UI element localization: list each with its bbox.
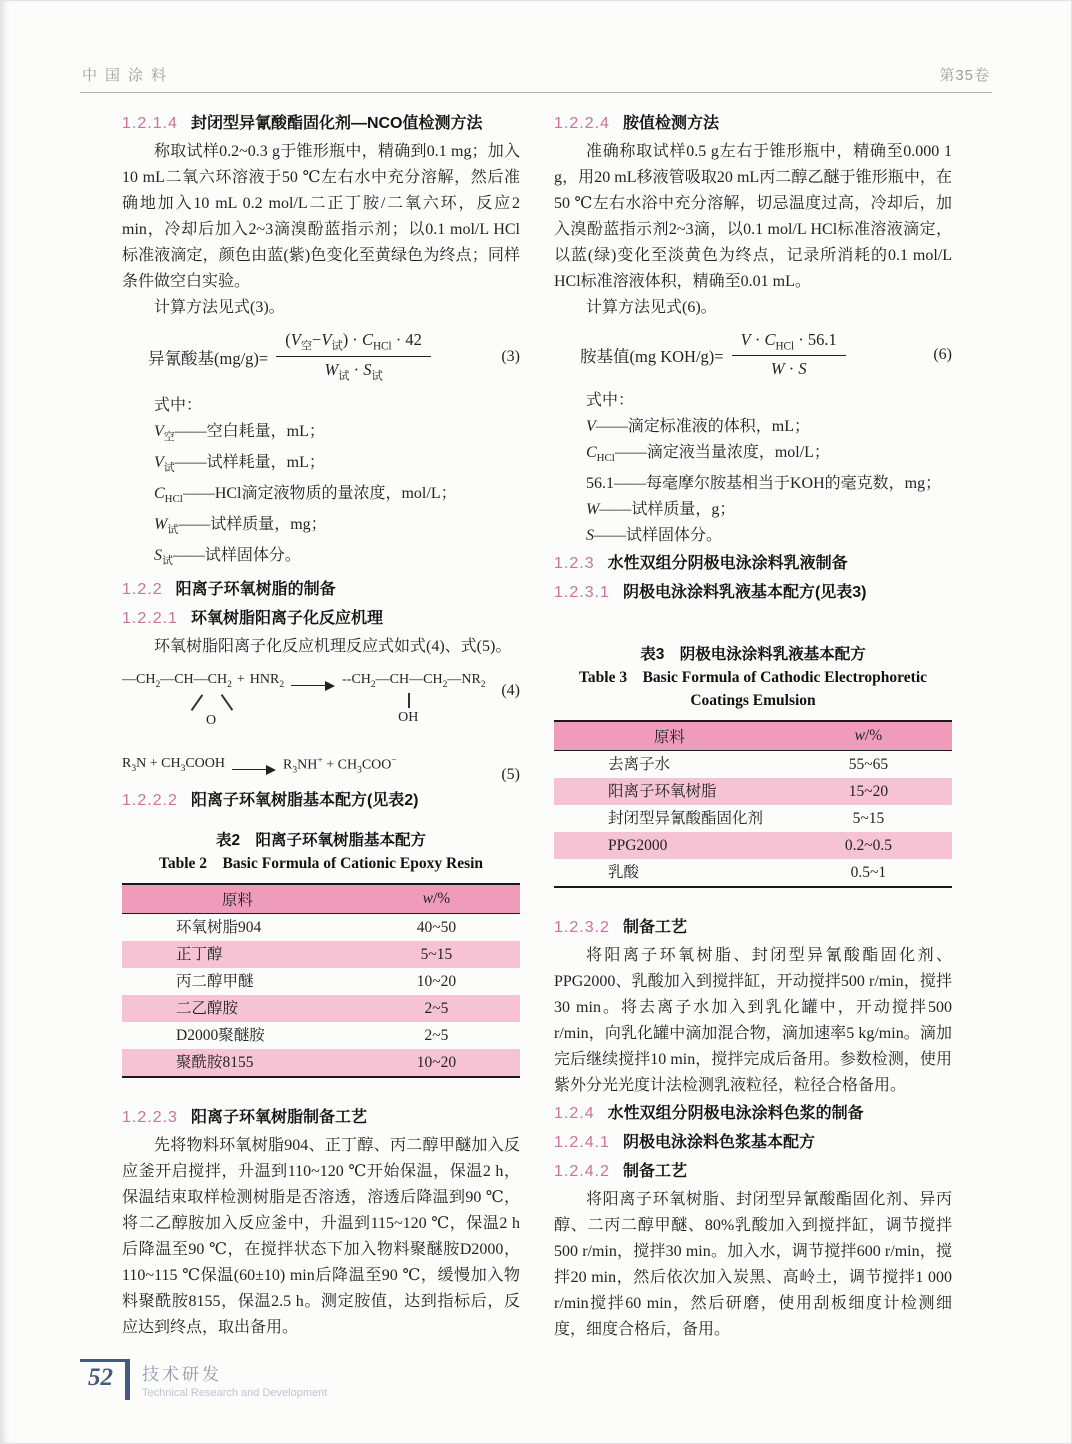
bond-line (191, 694, 203, 710)
section-heading-1224 (554, 110, 952, 138)
table-caption-cn: 表3 阴极电泳涂料乳液基本配方 (640, 646, 866, 664)
symbol-definition: $C_{HCl}——HCl$滴定液物质的量浓度，mol/L； (154, 484, 457, 506)
section-title: 胺值检测方法 (622, 115, 719, 132)
section-title: 阳离子环氧树脂基本配方(见表2) (190, 791, 419, 809)
symbol-definition: $S_试——$试样固体分。 (154, 547, 301, 568)
table-2-caption (122, 829, 520, 875)
equation-number: (4) (501, 681, 520, 699)
equation-lhs: 胺基值(mg KOH/g)= (580, 346, 724, 366)
fraction-denominator: W · S (770, 359, 807, 379)
cell-material: 环氧树脂904 (176, 918, 262, 936)
column-title-cn: 技术研发 (142, 1365, 222, 1384)
equation-number: (3) (501, 347, 520, 365)
section-heading-123 (554, 550, 952, 578)
section-number: 1.2.3 (554, 555, 595, 573)
section-title: 水性双组分阴极电泳涂料乳液制备 (607, 555, 848, 573)
symbol-definition: S——试样固体分。 (586, 527, 723, 545)
cell-material: D2000聚醚胺 (176, 1026, 265, 1044)
table-row (554, 832, 952, 859)
section-number: 1.2.2.1 (122, 609, 178, 627)
equation-6 (554, 328, 952, 381)
section-number: 1.2.2.3 (122, 1108, 178, 1126)
fraction-numerator: $(V_空-V_试) \cdot C_{HCl} \cdot 42$ (276, 330, 431, 357)
column-header-material: 原料 (122, 884, 353, 914)
section-number: 1.2.1.4 (122, 115, 178, 132)
section-heading-1231 (554, 579, 952, 607)
cell-value: 10~20 (416, 972, 457, 990)
cell-material: 聚酰胺8155 (176, 1053, 254, 1071)
table-caption-cn: 表2 阳离子环氧树脂基本配方 (215, 831, 427, 849)
fraction (732, 330, 846, 379)
section-number: 1.2.3.2 (554, 919, 610, 937)
section-title: 阳离子环氧树脂制备工艺 (190, 1108, 367, 1126)
cell-value: 2~5 (424, 1026, 449, 1044)
fraction-denominator: $W_试 \cdot S_试$ (324, 360, 383, 383)
hydroxyl-group: OH (398, 709, 419, 725)
cell-material: 乳酸 (608, 864, 640, 882)
table-3-caption (554, 643, 952, 712)
section-number: 1.2.2 (122, 580, 163, 598)
equation-number: (6) (933, 345, 952, 363)
equation-lhs: 异氰酸基(mg/g)= (148, 348, 269, 368)
symbol-definition: $C_{HCl}——$滴定液当量浓度，mol/L； (586, 444, 830, 465)
table-header-row (554, 721, 952, 751)
symbol-definition: $V_空——$空白耗量，mL； (154, 422, 325, 443)
cell-material: 去离子水 (608, 756, 671, 774)
paragraph: 计算方法见式(6)。 (586, 299, 717, 316)
page-number: 52 (88, 1364, 113, 1391)
product-formula: $--CH_2—CH—CH_2—NR_2$ (342, 671, 486, 690)
reaction-arrow-icon (291, 672, 335, 691)
table-3 (554, 720, 952, 888)
section-title: 环氧树脂阳离子化反应机理 (190, 609, 383, 627)
equation-3 (122, 328, 520, 386)
symbol-definition: W——试样质量，g； (586, 501, 736, 519)
section-heading-1242 (554, 1158, 952, 1186)
right-column (554, 109, 952, 1343)
reactant-formula: $—CH_2—CH—CH_2$ (122, 671, 232, 690)
section-title: 阳离子环氧树脂的制备 (175, 580, 336, 598)
chemical-equation-4 (122, 672, 520, 752)
fraction-numerator: $V \cdot C_{HCl} \cdot 56.1$ (732, 330, 846, 356)
epoxide-structure (122, 671, 232, 728)
symbol-definition: V——滴定标准液的体积，mL； (586, 418, 811, 436)
column-header-material: 原料 (554, 721, 785, 751)
section-heading-1241 (554, 1129, 952, 1157)
table-row (554, 751, 952, 779)
cell-material: 封闭型异氰酸酯固化剂 (608, 810, 764, 828)
bond-line (408, 693, 410, 708)
table-row (554, 778, 952, 805)
paragraph: 先将物料环氧树脂904、正丁醇、丙二醇甲醚加入反应釜开启搅拌，升温到110~120 ℃开始保温，保温2 h，保温结束取样检测树脂是否溶透，溶透后降温到90 ℃，将二乙醇胺加入反应釜中，升温到115~120 ℃，保温2 h后降温至90 ℃，在搅拌状态下加入物料聚醚胺D2000，110~115 ℃保温(60±10) min后降温至90 ℃，缓慢加入物料聚酰胺8155，保温2.5 h。测定胺值，达到指标后，反应达到终点，取出备用。 (122, 1136, 520, 1336)
cell-material: 丙二醇甲醚 (176, 972, 254, 990)
section-title: 阴极电泳涂料色浆基本配方 (622, 1134, 815, 1152)
cell-material: 二乙醇胺 (176, 999, 239, 1017)
cell-value: 5~15 (852, 810, 885, 828)
reagent-formula: $HNR_2$ (249, 671, 285, 690)
section-number: 1.2.4 (554, 1105, 595, 1123)
table-row (122, 1022, 520, 1049)
page-number-box (80, 1359, 130, 1400)
table-row (554, 859, 952, 887)
table-row (122, 941, 520, 968)
table-row (122, 968, 520, 995)
reaction-arrow-icon (232, 756, 276, 775)
table-2 (122, 883, 520, 1078)
section-number: 1.2.3.1 (554, 584, 610, 602)
section-number: 1.2.2.4 (554, 115, 610, 132)
where-label: 式中： (154, 396, 203, 414)
section-number: 1.2.2.2 (122, 791, 178, 809)
cell-value: 5~15 (420, 945, 453, 963)
section-number: 1.2.4.2 (554, 1163, 610, 1181)
cell-value: 15~20 (848, 783, 889, 801)
section-title: 封闭型异氰酸酯固化剂—NCO值检测方法 (190, 115, 483, 132)
plus-sign: + (236, 671, 245, 687)
section-title: 制备工艺 (622, 919, 687, 937)
symbol-definition: $V_试——$试样耗量，mL； (154, 453, 325, 474)
section-heading-1222 (122, 787, 520, 815)
table-row (122, 995, 520, 1022)
where-label: 式中： (586, 392, 635, 410)
section-title: 水性双组分阴极电泳涂料色浆的制备 (607, 1105, 864, 1123)
two-column-body (122, 109, 992, 1343)
column-header-wpercent: w/% (785, 721, 952, 751)
cell-value: 0.5~1 (850, 864, 887, 882)
symbol-definition: $W_试——$试样质量，mg； (154, 516, 327, 537)
section-heading-1221 (122, 605, 520, 633)
paragraph: 计算方法见式(3)。 (154, 299, 285, 316)
product-structure (342, 671, 486, 725)
reactants-formula: $R_3N$ + $CH_3COOH$ (122, 755, 226, 774)
chemical-equation-5 (122, 755, 520, 783)
running-head (80, 64, 992, 93)
page-footer (80, 1359, 327, 1400)
table-header-row (122, 884, 520, 914)
fraction (276, 330, 431, 384)
section-heading-122 (122, 576, 520, 604)
cell-value: 2~5 (424, 999, 449, 1017)
section-heading-1232 (554, 914, 952, 942)
cell-material: PPG2000 (608, 837, 668, 855)
table-row (122, 913, 520, 941)
section-number: 1.2.4.1 (554, 1134, 610, 1152)
products-formula: $R_3NH^+ + CH_3COO^-$ (283, 755, 397, 775)
column-section-title (142, 1359, 327, 1400)
oxygen-atom: O (206, 712, 217, 728)
section-heading-1223 (122, 1104, 520, 1132)
table-row (122, 1049, 520, 1077)
table-caption-en: Coatings Emulsion (690, 692, 816, 710)
section-heading-1214 (122, 110, 520, 138)
journal-name: 中国涂料 (82, 67, 175, 84)
paragraph: 环氧树脂阳离子化反应机理反应式如式(4)、式(5)。 (154, 637, 512, 655)
section-title: 制备工艺 (622, 1163, 687, 1181)
paragraph: 准确称取试样0.5 g左右于锥形瓶中，精确至0.000 1 g，用20 mL移液管吸取20 mL丙二醇乙醚于锥形瓶中，在50 ℃左右水浴中充分溶解，切忌温度过高，冷却后，加入溴酚蓝指示剂2~3滴，以0.1 mol/L HCl标准溶液滴定，以蓝(绿)变化至淡黄色为终点，记录所消耗的0.1 mol/L HCl标准溶液体积，精确至0.01 mL。 (554, 143, 952, 290)
paragraph: 称取试样0.2~0.3 g于锥形瓶中，精确到0.1 mg；加入10 mL二氧六环溶液于50 ℃左右水中充分溶解，然后准确地加入10 mL 0.2 mol/L二正丁胺/二氧六环，反应2 min，冷却后加入2~3滴溴酚蓝指示剂；以0.1 mol/L HCl标准液滴定，颜色由蓝(紫)色变化至黄绿色为终点；同样条件做空白实验。 (122, 143, 520, 290)
bond-line (221, 694, 233, 710)
table-row (554, 805, 952, 832)
cell-material: 阳离子环氧树脂 (608, 783, 717, 801)
cell-material: 正丁醇 (176, 945, 223, 963)
table-caption-en: Table 3 Basic Formula of Cathodic Electrophoretic (578, 669, 928, 687)
section-heading-124 (554, 1100, 952, 1128)
equation-number: (5) (501, 765, 520, 783)
cell-value: 40~50 (416, 918, 457, 936)
paragraph: 将阳离子环氧树脂、封闭型异氰酸酯固化剂、PPG2000、乳酸加入到搅拌缸，开动搅拌500 r/min，搅拌30 min。将去离子水加入到乳化罐中，开动搅拌500 r/min，向乳化罐中滴加混合物，滴加速率5 kg/min。滴加完后继续搅拌10 min，搅拌完成后备用。参数检测，使用紫外分光光度计法检测乳液粒径，粒径合格备用。 (554, 947, 952, 1095)
cell-value: 0.2~0.5 (844, 837, 892, 855)
volume-label: 第35卷 (939, 67, 990, 84)
column-title-en: Technical Research and Development (142, 1387, 328, 1399)
left-column (122, 109, 520, 1343)
table-caption-en: Table 2 Basic Formula of Cationic Epoxy Resin (158, 854, 484, 872)
cell-value: 55~65 (848, 756, 889, 774)
section-title: 阴极电泳涂料乳液基本配方(见表3) (622, 584, 867, 602)
symbol-definition: 56.1——每毫摩尔胺基相当于KOH的毫克数，mg； (586, 475, 942, 493)
cell-value: 10~20 (416, 1053, 457, 1071)
paragraph: 将阳离子环氧树脂、封闭型异氰酸酯固化剂、异丙醇、二丙二醇甲醚、80%乳酸加入到搅拌缸，调节搅拌500 r/min，搅拌30 min。加入水，调节搅拌600 r/min，搅拌20 min，然后依次加入炭黑、高岭土，调节搅拌1 000 r/min搅拌60 min，然后研磨，使用刮板细度计检测细度，细度合格后，备用。 (554, 1191, 952, 1339)
column-header-wpercent: w/% (353, 884, 520, 914)
